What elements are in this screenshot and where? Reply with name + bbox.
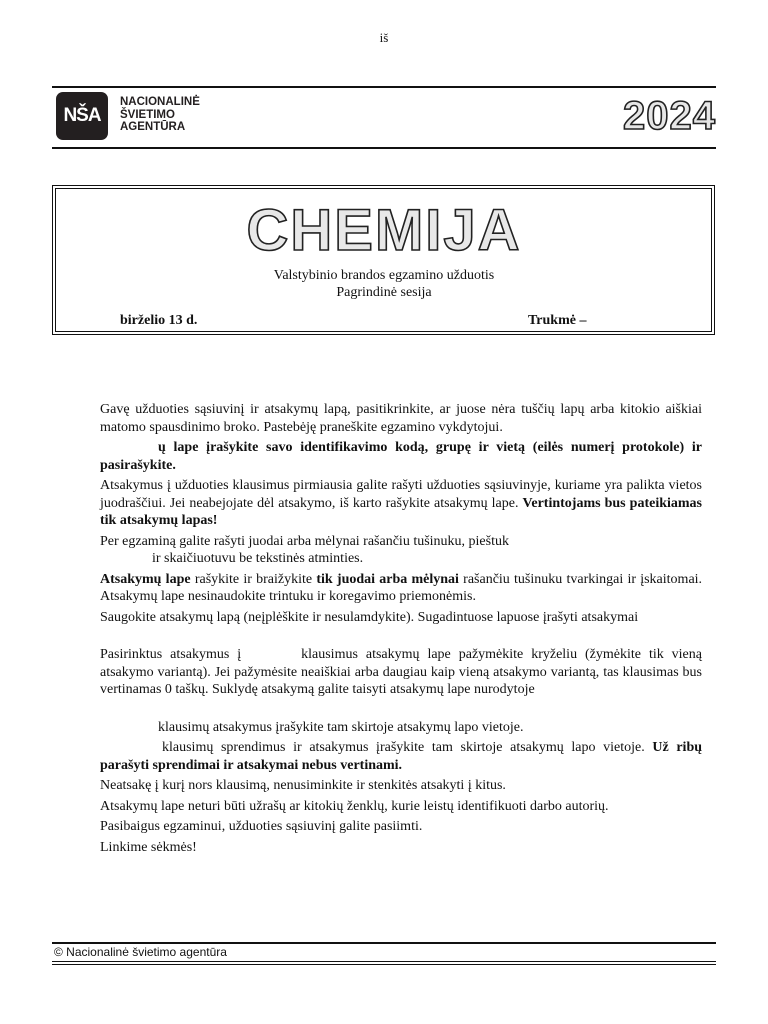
instruction-5-text-cont: rašančiu tušinuku tvarkingai ir įskaitomai. Atsakymų lape nesinaudokite trintuku ir koregavimo priemonėmis. bbox=[100, 571, 703, 604]
instruction-5-emphasis: tik juodai arba mėlynai bbox=[316, 571, 459, 587]
instruction-7-text: Pasirinktus atsakymus į bbox=[100, 647, 242, 662]
nsa-logo-icon: NŠA bbox=[56, 92, 108, 140]
header-bottom-rule bbox=[52, 147, 716, 149]
instruction-11 bbox=[100, 798, 702, 816]
exam-session: Pagrindinė sesija bbox=[336, 285, 432, 300]
instruction-10-text: Neatsakę į kurį nors klausimą, nenusiminkite ir stenkitės atsakyti į kitus. bbox=[100, 778, 506, 793]
instruction-2-text: ų lape įrašykite savo identifikavimo kodą, grupę ir vietą (eilės numerį protokole) ir pasirašykite. bbox=[100, 440, 702, 473]
instruction-5 bbox=[100, 571, 702, 606]
instruction-4-text: Per egzaminą galite rašyti juodai arba mėlynai rašančiu tušinuku, pieštuk bbox=[100, 533, 509, 549]
exam-year: 2024 bbox=[623, 94, 716, 138]
exam-subtitle: Valstybinio brandos egzamino užduotis bbox=[273, 268, 495, 283]
instruction-2 bbox=[100, 439, 702, 474]
footer-copyright: © Nacionalinė švietimo agentūra bbox=[54, 945, 227, 959]
instruction-5-text: rašykite ir braižykite bbox=[194, 571, 313, 587]
closing-text: Linkime sėkmės! bbox=[100, 839, 197, 855]
instruction-12 bbox=[100, 818, 702, 836]
exam-date: birželio 13 d. bbox=[120, 313, 198, 328]
instruction-10 bbox=[100, 777, 702, 795]
instruction-3 bbox=[100, 477, 702, 530]
instruction-4 bbox=[100, 533, 702, 568]
footer-top-rule bbox=[52, 942, 716, 944]
instruction-7 bbox=[100, 646, 702, 699]
instruction-4-text-cont: ir skaičiuotuvu be tekstinės atminties. bbox=[152, 551, 364, 566]
instruction-3-emphasis: Vertintojams bus pateikiamas tik atsakymų lapas! bbox=[100, 495, 703, 528]
instruction-1-text: Gavę užduoties sąsiuvinį ir atsakymų lapą, pasitikrinkite, ar juose nėra tuščių lapų arba kitokio aiškiai matomo spausdinimo broko. Pastebėję praneškite egzamino vykdytojui. bbox=[100, 402, 702, 435]
instruction-6-text: Saugokite atsakymų lapą (neįplėškite ir nesulamdykite). Sugadintuose lapuose įrašyti atsakymai bbox=[100, 609, 639, 625]
instruction-9 bbox=[100, 739, 702, 774]
instruction-3-text: Atsakymus į užduoties klausimus pirmiausia galite rašyti užduoties sąsiuvinyje, kuriame yra palikta vietos juodraščiui. Jei neabejojate dėl atsakymo, iš karto rašykite atsakymų lape. bbox=[100, 478, 702, 511]
closing-line bbox=[100, 839, 702, 857]
agency-name-line-1: NACIONALINĖ bbox=[120, 96, 200, 108]
instructions-list bbox=[100, 401, 702, 856]
instruction-12-text: Pasibaigus egzaminui, užduoties sąsiuvinį galite pasiimti. bbox=[100, 819, 423, 834]
exam-duration: Trukmė – bbox=[528, 313, 587, 328]
instruction-9-emphasis: Už ribų parašyti sprendimai ir atsakymai nebus vertinami. bbox=[100, 740, 703, 773]
page-number: iš bbox=[379, 30, 389, 45]
instruction-8 bbox=[100, 719, 702, 737]
agency-name bbox=[120, 96, 200, 134]
instruction-6 bbox=[100, 609, 702, 627]
instruction-1 bbox=[100, 401, 702, 436]
exam-title: CHEMIJA bbox=[246, 198, 522, 263]
instruction-8-text: klausimų atsakymus įrašykite tam skirtoje atsakymų lapo vietoje. bbox=[158, 719, 524, 735]
agency-name-line-2: ŠVIETIMO bbox=[120, 108, 175, 121]
instruction-7-text-cont: klausimus atsakymų lape pažymėkite kryželiu (žymėkite tik vieną atsakymo variantą). Jei pažymėsite neaiškiai arba daugiau kaip vieną atsakymo variantą, tas klausimas bus vertinamas 0 taškų. Suklydę atsakymą galite taisyti atsakymų lape nurodytoje bbox=[100, 647, 702, 697]
instruction-9-text: klausimų sprendimus ir atsakymus įrašykite tam skirtoje atsakymų lapo vietoje. bbox=[162, 740, 645, 755]
footer-bottom-rule bbox=[52, 961, 716, 962]
footer-bottom-rule-2 bbox=[52, 964, 716, 965]
header-top-rule bbox=[52, 86, 716, 88]
instruction-5-lead: Atsakymų lape bbox=[100, 571, 191, 587]
instruction-11-text: Atsakymų lape neturi būti užrašų ar kitokių ženklų, kurie leistų identifikuoti darbo autorių. bbox=[100, 798, 609, 814]
agency-name-line-3: AGENTŪRA bbox=[120, 121, 186, 133]
